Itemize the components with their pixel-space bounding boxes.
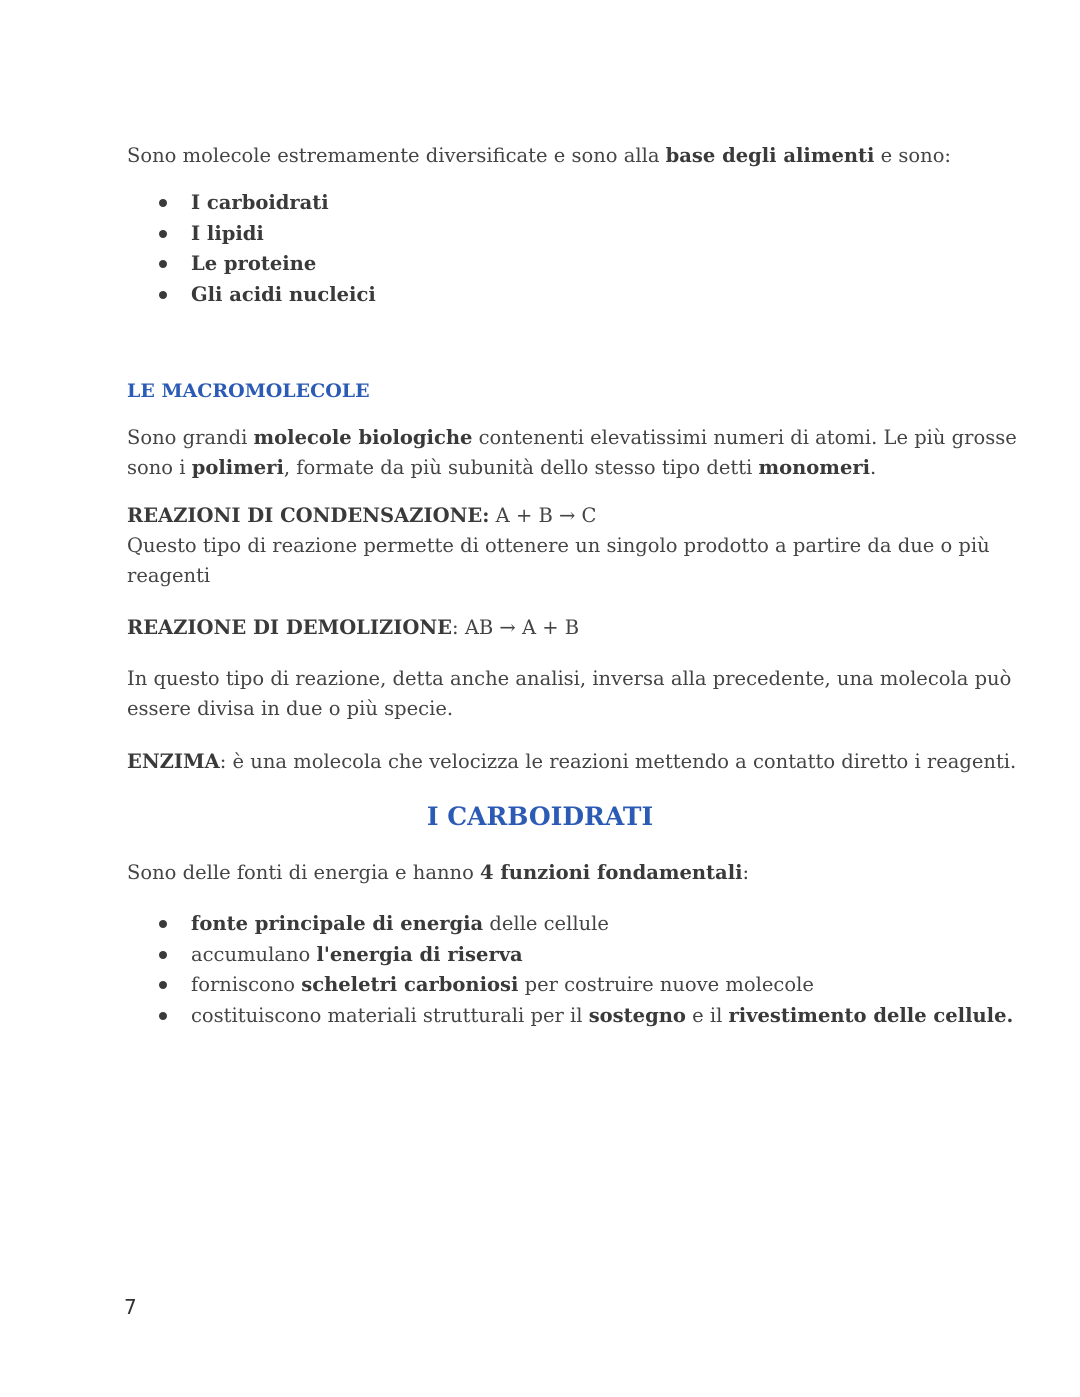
- intro-bold: base degli alimenti: [665, 144, 875, 167]
- bullet-icon: [159, 1012, 167, 1020]
- carboidrati-title: I CARBOIDRATI: [426, 802, 654, 831]
- condensazione-formula: A + B → C: [489, 504, 597, 527]
- macro-paragraph: Sono grandi molecole biologiche contenenti elevatissimi numeri di atomi. Le più grosse sono i polimeri, formate da più subunità dello stesso tipo detti monomeri.: [127, 426, 1017, 479]
- demolizione-heading: [127, 613, 957, 643]
- list-item: costituiscono materiali strutturali per il sostegno e il rivestimento delle cellule.: [156, 1001, 1013, 1032]
- bullet-icon: [159, 230, 167, 238]
- bullet-icon: [159, 951, 167, 959]
- carboidrati-functions-list: [156, 909, 1013, 1031]
- enzima-label: ENZIMA: [127, 750, 220, 773]
- intro-paragraph: Sono molecole estremamente diversificate e sono alla base degli alimenti e sono:: [127, 144, 952, 167]
- macromolecule-list: [156, 188, 376, 310]
- bullet-icon: [159, 291, 167, 299]
- demolizione-paragraph: In questo tipo di reazione, detta anche analisi, inversa alla precedente, una molecola può essere divisa in due o più specie.: [127, 667, 1012, 720]
- carboidrati-intro: Sono delle fonti di energia e hanno 4 funzioni fondamentali:: [127, 861, 750, 884]
- condensazione-label: REAZIONI DI CONDENSAZIONE:: [127, 504, 490, 527]
- page-number: 7: [124, 1295, 137, 1319]
- bullet-icon: [159, 199, 167, 207]
- list-item: Le proteine: [156, 249, 376, 280]
- list-item: I carboidrati: [156, 188, 376, 219]
- demolizione-formula: : AB → A + B: [452, 616, 580, 639]
- list-item: accumulano l'energia di riserva: [156, 940, 1013, 971]
- list-item: I lipidi: [156, 219, 376, 250]
- bullet-icon: [159, 981, 167, 989]
- condensazione-block: REAZIONI DI CONDENSAZIONE: A + B → C Questo tipo di reazione permette di ottenere un singolo prodotto a partire da due o più reagenti: [127, 504, 990, 587]
- enzima-paragraph: ENZIMA: è una molecola che velocizza le reazioni mettendo a contatto diretto i reagenti.: [127, 750, 1017, 773]
- list-item: Gli acidi nucleici: [156, 280, 376, 311]
- bullet-icon: [159, 920, 167, 928]
- list-item: fonte principale di energia delle cellule: [156, 909, 1013, 940]
- demolizione-label: REAZIONE DI DEMOLIZIONE: [127, 616, 453, 639]
- macromolecole-heading: LE MACROMOLECOLE: [127, 380, 370, 402]
- bullet-icon: [159, 260, 167, 268]
- list-item: forniscono scheletri carboniosi per costruire nuove molecole: [156, 970, 1013, 1001]
